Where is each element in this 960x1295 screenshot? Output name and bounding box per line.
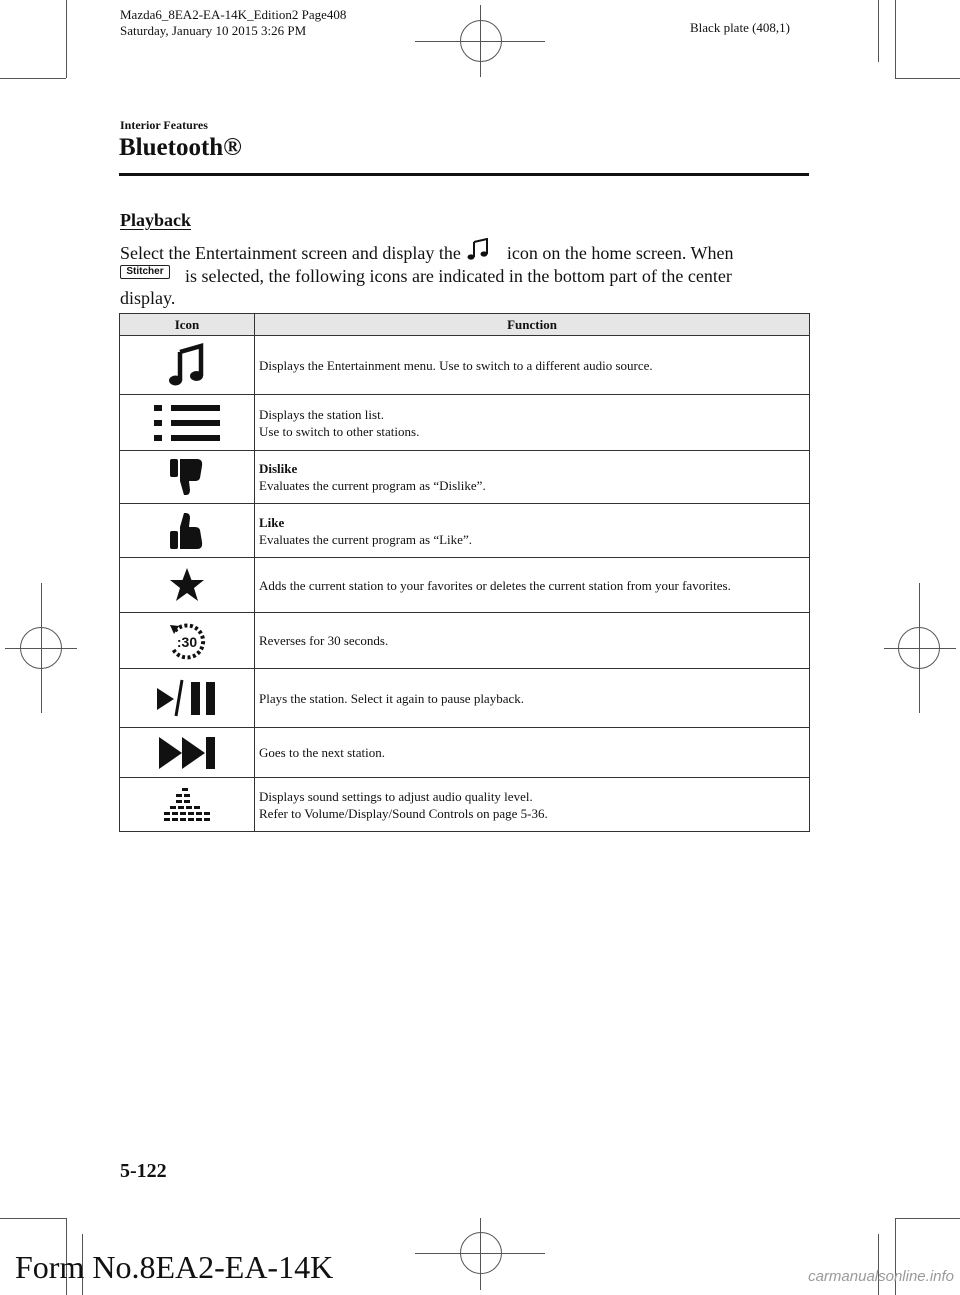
print-header: [120, 7, 346, 39]
table-row: [120, 451, 810, 504]
function-text: Displays the station list.: [259, 406, 384, 422]
intro-line-2: is selected, the following icons are indicated in the bottom part of the center: [185, 266, 732, 286]
table-row: [120, 504, 810, 558]
intro-text: Select the Entertainment screen and display the: [120, 243, 461, 263]
file-line: Mazda6_8EA2-EA-14K_Edition2 Page408: [120, 7, 347, 22]
icon-function-table: [119, 313, 810, 832]
sound-settings-icon: [162, 786, 212, 824]
function-cell: [255, 451, 810, 504]
subsection-title: Playback: [120, 210, 192, 230]
table-row: [120, 395, 810, 451]
icon-cell: [120, 613, 255, 669]
crop-mark: [878, 0, 879, 62]
title-rule: [119, 173, 809, 176]
page-title: Bluetooth®: [119, 134, 242, 161]
function-cell: [255, 613, 810, 669]
crop-mark: [0, 78, 66, 79]
icon-cell: [120, 558, 255, 613]
crop-mark: [0, 1218, 66, 1219]
registration-line: [415, 1253, 545, 1254]
icon-cell: [120, 395, 255, 451]
icon-cell: [120, 728, 255, 778]
function-text: Plays the station. Select it again to pause playback.: [259, 690, 524, 706]
intro-text: icon on the home screen. When: [506, 243, 734, 263]
rewind-label: :30: [176, 633, 198, 650]
icon-cell: [120, 336, 255, 395]
icon-cell: [120, 669, 255, 728]
intro-line-1: [120, 241, 733, 265]
function-text: Goes to the next station.: [259, 745, 386, 760]
function-text: Refer to Volume/Display/Sound Controls on page 5-36.: [259, 805, 548, 821]
function-text: Adds the current station to your favorites or deletes the current station from your favorites.: [259, 577, 731, 593]
watermark: carmanualsonline.info: [808, 1268, 954, 1285]
skip-next-icon: [158, 736, 216, 770]
crop-mark: [895, 0, 896, 78]
music-note-icon: [167, 343, 207, 387]
play-pause-icon: [156, 678, 218, 718]
icon-cell: [120, 504, 255, 558]
star-icon: [169, 567, 205, 603]
column-header-icon: Icon: [120, 314, 255, 336]
page-number: 5-122: [120, 1160, 167, 1182]
table-row: [120, 613, 810, 669]
column-header-function: Function: [255, 314, 810, 336]
intro-line-3: display.: [120, 288, 176, 308]
table-row: [120, 669, 810, 728]
registration-line: [5, 648, 77, 649]
function-text: Displays sound settings to adjust audio quality level.: [259, 788, 533, 804]
station-list-icon: [154, 404, 220, 442]
function-cell: [255, 336, 810, 395]
function-text: Use to switch to other stations.: [259, 423, 420, 439]
music-note-icon: [463, 238, 493, 262]
function-cell: [255, 395, 810, 451]
plate-label: Black plate (408,1): [690, 20, 790, 35]
date-line: Saturday, January 10 2015 3:26 PM: [120, 23, 307, 38]
table-row: [120, 778, 810, 832]
table-row: [120, 558, 810, 613]
icon-cell: [120, 451, 255, 504]
function-cell: [255, 504, 810, 558]
function-cell: [255, 669, 810, 728]
section-label: Interior Features: [120, 118, 208, 132]
function-title: Like: [259, 514, 285, 530]
table-header-row: [120, 314, 810, 336]
crop-mark: [66, 0, 67, 78]
icon-cell: [120, 778, 255, 832]
crop-mark: [895, 78, 960, 79]
registration-line: [884, 648, 956, 649]
rewind-30-icon: [167, 621, 207, 661]
function-text: Evaluates the current program as “Like”.: [259, 531, 472, 547]
function-text: Displays the Entertainment menu. Use to switch to a different audio source.: [259, 357, 653, 373]
registration-line: [415, 41, 545, 42]
stitcher-badge: Stitcher: [120, 265, 170, 279]
registration-line: [480, 1218, 481, 1290]
table-row: [120, 336, 810, 395]
table-row: [120, 728, 810, 778]
function-cell: [255, 558, 810, 613]
crop-mark: [895, 1218, 960, 1219]
thumbs-down-icon: [169, 458, 205, 496]
function-text: Reverses for 30 seconds.: [259, 633, 389, 648]
function-cell: [255, 778, 810, 832]
thumbs-up-icon: [169, 512, 205, 550]
function-cell: [255, 728, 810, 778]
function-text: Evaluates the current program as “Dislike”.: [259, 478, 486, 493]
form-number: Form No.8EA2-EA-14K: [15, 1249, 334, 1285]
crop-mark: [878, 1234, 879, 1295]
function-title: Dislike: [259, 461, 298, 476]
